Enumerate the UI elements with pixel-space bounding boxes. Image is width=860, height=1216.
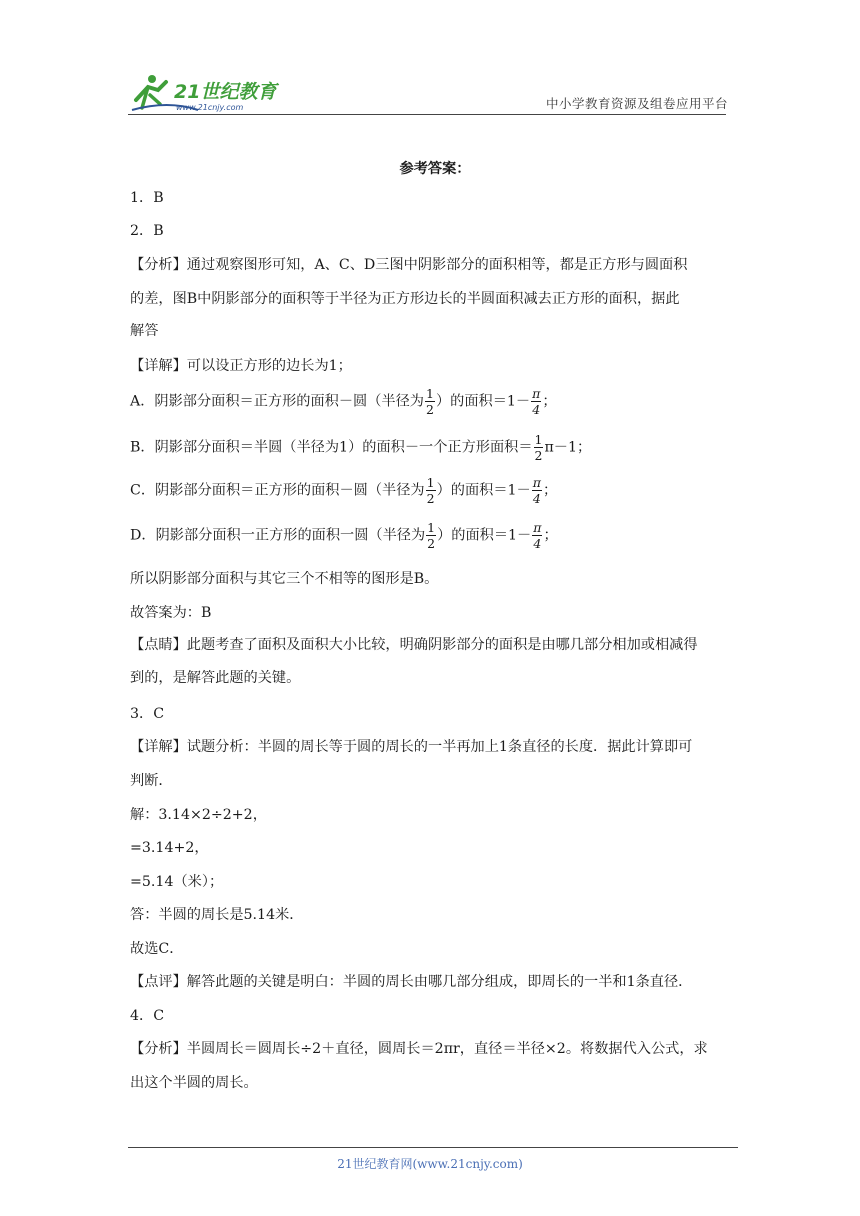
- comment-line: 到的，是解答此题的关键。: [130, 670, 301, 686]
- analysis-line: 【分析】通过观察图形可知，A、C、D三图中阴影部分的面积相等，都是正方形与圆面积: [130, 257, 688, 273]
- footer-link[interactable]: 21世纪教育网(www.21cnjy.com): [337, 1157, 523, 1171]
- logo-url: www.21cnjy.com: [176, 103, 244, 112]
- page-title: 参考答案：: [399, 161, 471, 177]
- summary-line: 所以阴影部分面积与其它三个不相等的图形是B。: [130, 571, 439, 587]
- logo-text: 21世纪教育: [174, 81, 277, 103]
- footer-divider: [128, 1147, 738, 1148]
- analysis-line: 【分析】半圆周长＝圆周长÷2＋直径，圆周长＝2πr，直径＝半径×2。将数据代入公式，求: [130, 1041, 708, 1057]
- calc-line: 故选C．: [130, 941, 184, 957]
- header-divider: [128, 114, 726, 115]
- detail-line: 【详解】试题分析：半圆的周长等于圆的周长的一半再加上1条直径的长度．据此计算即可: [130, 739, 693, 755]
- calc-line: 解：3.14×2÷2+2，: [130, 807, 267, 823]
- option-d-line: D．阴影部分面积一正方形的面积一圆（半径为 $\frac{1}{2}$ ）的面积＝1－ $\frac{\pi}{4}$ ；: [130, 520, 558, 551]
- comment-line: 【点睛】此题考查了面积及面积大小比较，明确阴影部分的面积是由哪几部分相加或相减得: [130, 637, 698, 653]
- platform-name: 中小学教育资源及组卷应用平台: [545, 96, 728, 111]
- calc-line: =5.14（米）；: [130, 874, 224, 890]
- fraction-pi-quarter: $\frac{\pi}{4}$: [533, 520, 542, 551]
- fraction-half: $\frac{1}{2}$: [426, 475, 435, 506]
- detail-line: 判断．: [130, 773, 173, 789]
- analysis-line: 的差，图B中阴影部分的面积等于半径为正方形边长的半圆面积减去正方形的面积，据此: [130, 291, 680, 307]
- option-c-line: C．阴影部分面积＝正方形的面积－圆（半径为 $\frac{1}{2}$ ）的面积＝1－ $\frac{\pi}{4}$ ；: [130, 475, 558, 506]
- fraction-half: $\frac{1}{2}$: [427, 520, 436, 551]
- option-b-line: B．阴影部分面积＝半圆（半径为1）的面积－一个正方形面积＝ $\frac{1}{2}$ π－1；: [130, 432, 592, 463]
- analysis-line: 出这个半圆的周长。: [130, 1075, 258, 1091]
- fraction-pi-quarter: $\frac{\pi}{4}$: [532, 475, 541, 506]
- answer-1: 1．B: [130, 190, 164, 206]
- logo-runner-icon: [128, 70, 298, 114]
- answer-2: 2．B: [130, 223, 164, 239]
- detail-line: 【详解】可以设正方形的边长为1；: [130, 358, 352, 374]
- option-a-line: A．阴影部分面积＝正方形的面积－圆（半径为 $\frac{1}{2}$ ）的面积＝1－ $\frac{\pi}{4}$ ；: [130, 386, 557, 417]
- calc-line: =3.14+2，: [130, 840, 209, 856]
- summary-line: 故答案为：B: [130, 605, 212, 621]
- fraction-half: $\frac{1}{2}$: [534, 432, 543, 463]
- answer-3: 3．C: [130, 706, 165, 722]
- analysis-line: 解答: [130, 323, 159, 339]
- page-header: [128, 64, 738, 116]
- fraction-half: $\frac{1}{2}$: [426, 386, 434, 417]
- answer-4: 4．C: [130, 1008, 165, 1024]
- review-line: 【点评】解答此题的关键是明白：半圆的周长由哪几部分组成，即周长的一半和1条直径．: [130, 974, 693, 990]
- calc-line: 答：半圆的周长是5.14米．: [130, 907, 304, 923]
- fraction-pi-quarter: $\frac{\pi}{4}$: [532, 386, 541, 417]
